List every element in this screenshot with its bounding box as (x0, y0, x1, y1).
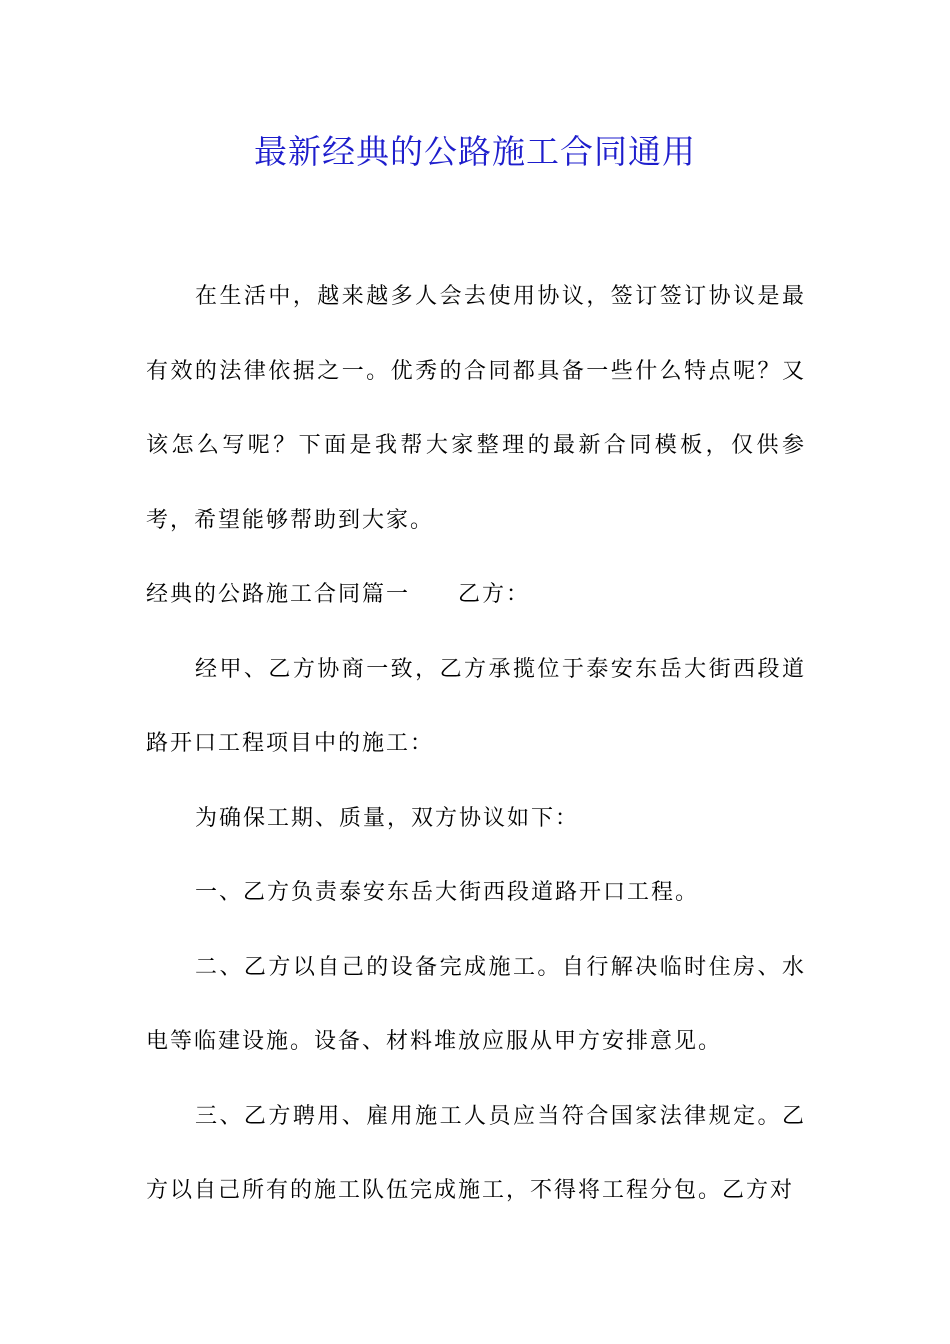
paragraph-section-heading: 经典的公路施工合同篇一 乙方： (146, 582, 531, 607)
paragraph-clause-1: 一、乙方负责泰安东岳大街西段道路开口工程。 (195, 880, 700, 905)
paragraph-clause-3: 三、乙方聘用、雇用施工人员应当符合国家法律规定。乙方以自己所有的施工队伍完成施工，不得将工程分包。乙方对 (146, 1103, 806, 1203)
paragraph-intro: 在生活中，越来越多人会去使用协议，签订签订协议是最有效的法律依据之一。优秀的合同都具备一些什么特点呢？又该怎么写呢？下面是我帮大家整理的最新合同模板，仅供参考，希望能够帮助到大家。 (146, 284, 806, 533)
paragraph-terms-lead: 为确保工期、质量，双方协议如下： (195, 805, 580, 831)
document-title: 最新经典的公路施工合同通用 (254, 132, 696, 171)
paragraph-clause-2: 二、乙方以自己的设备完成施工。自行解决临时住房、水电等临建设施。设备、材料堆放应服从甲方安排意见。 (146, 954, 806, 1054)
document-body (146, 260, 806, 1229)
paragraph-agreement: 经甲、乙方协商一致，乙方承揽位于泰安东岳大街西段道路开口工程项目中的施工： (146, 656, 806, 756)
